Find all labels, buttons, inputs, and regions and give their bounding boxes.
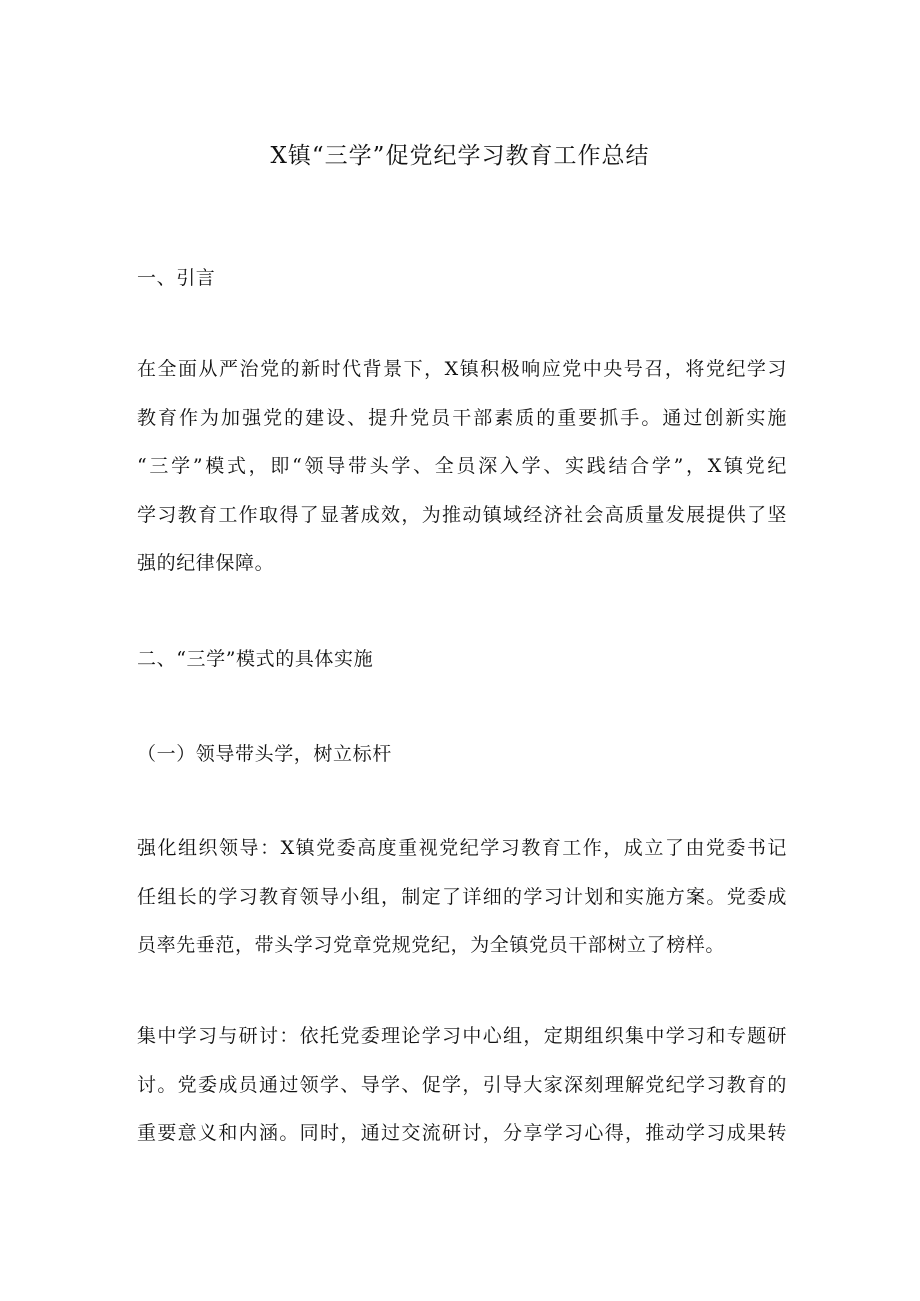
paragraph-collective-study (137, 1012, 787, 1158)
paragraph-line: 讨。党委成员通过领学、导学、促学，引导大家深刻理解党纪学习教育的 (137, 1073, 787, 1096)
paragraph-line: 集中学习与研讨：依托党委理论学习中心组，定期组织集中学习和专题研 (137, 1025, 787, 1047)
paragraph-line: 任组长的学习教育领导小组，制定了详细的学习计划和实施方案。党委成 (137, 885, 787, 908)
paragraph-line: 学习教育工作取得了显著成效，为推动镇域经济社会高质量发展提供了坚 (137, 503, 787, 526)
section-heading-intro: 一、引言 (137, 267, 216, 289)
document-title: X镇“三学”促党纪学习教育工作总结 (270, 143, 650, 169)
section-heading-implementation: 二、“三学”模式的具体实施 (137, 648, 374, 670)
paragraph-line: 员率先垂范，带头学习党章党规党纪，为全镇党员干部树立了榜样。 (137, 934, 726, 956)
paragraph-line: 在全面从严治党的新时代背景下，X镇积极响应党中央号召，将党纪学习 (137, 358, 787, 380)
paragraph-line: “三学”模式，即“领导带头学、全员深入学、实践结合学”，X镇党纪 (137, 455, 787, 477)
intro-paragraph (137, 345, 787, 588)
paragraph-line: 重要意义和内涵。同时，通过交流研讨，分享学习心得，推动学习成果转 (137, 1122, 787, 1144)
paragraph-organization (137, 824, 787, 970)
paragraph-line: 教育作为加强党的建设、提升党员干部素质的重要抓手。通过创新实施 (137, 406, 787, 429)
subsection-heading-leaders: （一）领导带头学，树立标杆 (137, 743, 392, 765)
paragraph-line: 强的纪律保障。 (137, 552, 275, 574)
paragraph-line: 强化组织领导：X镇党委高度重视党纪学习教育工作，成立了由党委书记 (137, 837, 787, 859)
